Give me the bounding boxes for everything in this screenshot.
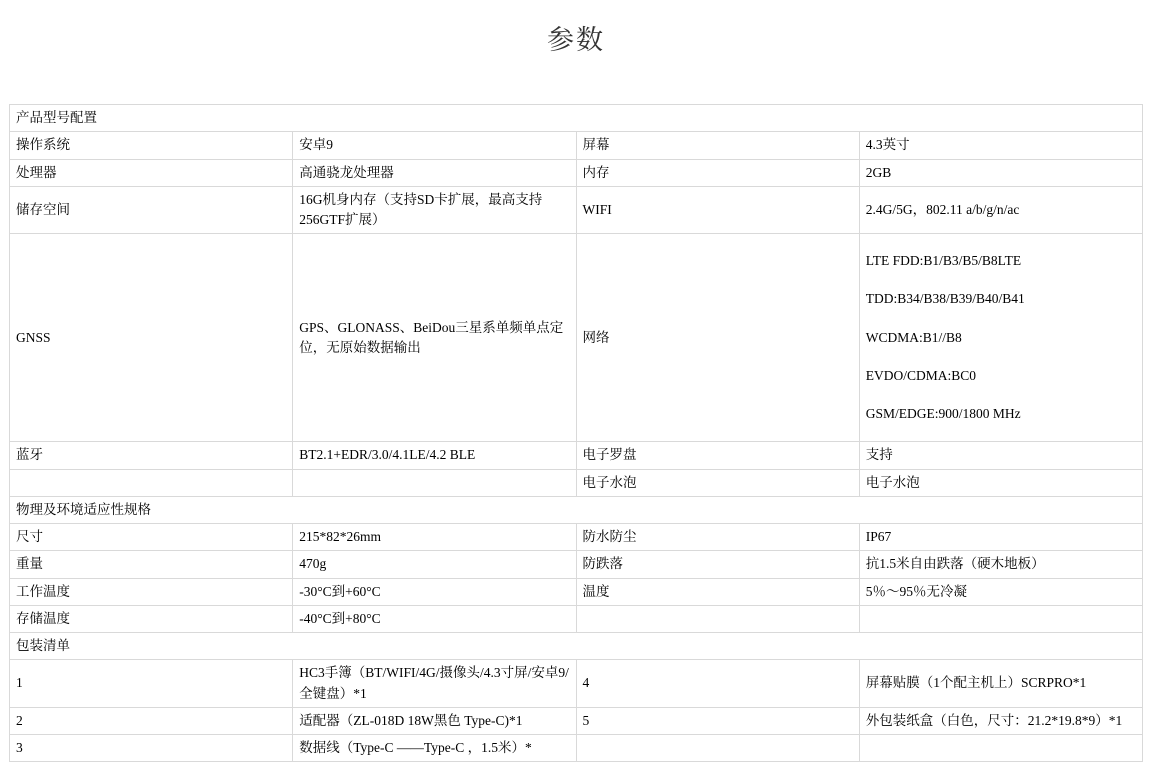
specification-table	[9, 104, 1143, 762]
network-bands-cell	[859, 234, 1142, 442]
table-row	[10, 132, 1143, 159]
row-label: 1	[10, 660, 293, 708]
table-row-gnss	[10, 234, 1143, 442]
spec-table-container	[9, 57, 1143, 762]
row-value-2: 2.4G/5G，802.11 a/b/g/n/ac	[859, 186, 1142, 234]
row-value: HC3手簿（BT/WIFI/4G/摄像头/4.3寸屏/安卓9/全键盘）*1	[293, 660, 576, 708]
section-header-cell: 产品型号配置	[10, 105, 1143, 132]
page-title: 参数	[547, 25, 605, 55]
table-row	[10, 551, 1143, 578]
row-label-2	[576, 605, 859, 632]
row-label: 2	[10, 707, 293, 734]
row-label-2: 屏幕	[576, 132, 859, 159]
row-label-2: 4	[576, 660, 859, 708]
row-label-2: 温度	[576, 578, 859, 605]
row-label-2: WIFI	[576, 186, 859, 234]
network-band-line: EVDO/CDMA:BC0	[865, 367, 977, 383]
table-row	[10, 605, 1143, 632]
row-value: 470g	[293, 551, 576, 578]
section-header-cell: 包装清单	[10, 633, 1143, 660]
network-band-line: TDD:B34/B38/B39/B40/B41	[865, 291, 1025, 307]
row-label-2: 5	[576, 707, 859, 734]
row-label: 储存空间	[10, 186, 293, 234]
network-band-line: GSM/EDGE:900/1800 MHz	[865, 406, 1021, 422]
table-row	[10, 105, 1143, 132]
row-value-2: IP67	[859, 524, 1142, 551]
row-value: -40°C到+80°C	[293, 605, 576, 632]
row-value-2: 支持	[859, 442, 1142, 469]
table-row	[10, 578, 1143, 605]
row-label-2: 电子罗盘	[576, 442, 859, 469]
row-value-2: 4.3英寸	[859, 132, 1142, 159]
table-row	[10, 159, 1143, 186]
row-label-2: 网络	[576, 234, 859, 442]
row-value-2: 5％～95％无冷凝	[859, 578, 1142, 605]
table-row	[10, 735, 1143, 762]
row-value: 数据线（Type-C ——Type-C ，1.5米）*	[293, 735, 576, 762]
row-label-2: 电子水泡	[576, 469, 859, 496]
row-label: 操作系统	[10, 132, 293, 159]
row-label: 3	[10, 735, 293, 762]
row-label: GNSS	[10, 234, 293, 442]
table-row	[10, 442, 1143, 469]
table-row	[10, 496, 1143, 523]
row-value: 16G机身内存（支持SD卡扩展，最高支持256GTF扩展）	[293, 186, 576, 234]
row-value: 215*82*26mm	[293, 524, 576, 551]
table-row	[10, 524, 1143, 551]
row-label-2: 防跌落	[576, 551, 859, 578]
row-value-2: 外包装纸盒（白色，尺寸：21.2*19.8*9）*1	[859, 707, 1142, 734]
row-value: BT2.1+EDR/3.0/4.1LE/4.2 BLE	[293, 442, 576, 469]
row-value: 适配器（ZL-018D 18W黑色 Type-C)*1	[293, 707, 576, 734]
table-row	[10, 707, 1143, 734]
row-label: 重量	[10, 551, 293, 578]
row-value-2: 2GB	[859, 159, 1142, 186]
section-header-cell: 物理及环境适应性规格	[10, 496, 1143, 523]
row-value-2	[859, 735, 1142, 762]
row-value-2	[859, 605, 1142, 632]
row-value-2: 抗1.5米自由跌落（硬木地板）	[859, 551, 1142, 578]
table-row	[10, 186, 1143, 234]
row-value: 高通骁龙处理器	[293, 159, 576, 186]
network-band-line: WCDMA:B1//B8	[865, 329, 962, 345]
network-band-line: LTE FDD:B1/B3/B5/B8LTE	[865, 253, 1022, 269]
row-label-2: 防水防尘	[576, 524, 859, 551]
row-value-2: 电子水泡	[859, 469, 1142, 496]
row-label: 蓝牙	[10, 442, 293, 469]
row-value: 安卓9	[293, 132, 576, 159]
row-label: 工作温度	[10, 578, 293, 605]
row-label-2	[576, 735, 859, 762]
row-value	[293, 469, 576, 496]
row-value: -30°C到+60°C	[293, 578, 576, 605]
table-row	[10, 633, 1143, 660]
table-row	[10, 469, 1143, 496]
row-label	[10, 469, 293, 496]
row-label: 尺寸	[10, 524, 293, 551]
row-label: 处理器	[10, 159, 293, 186]
row-label-2: 内存	[576, 159, 859, 186]
row-value-2: 屏幕贴膜（1个配主机上）SCRPRO*1	[859, 660, 1142, 708]
row-value: GPS、GLONASS、BeiDou三星系单频单点定位，无原始数据输出	[293, 234, 576, 442]
spec-table-body	[10, 105, 1143, 762]
row-label: 存储温度	[10, 605, 293, 632]
table-row	[10, 660, 1143, 708]
